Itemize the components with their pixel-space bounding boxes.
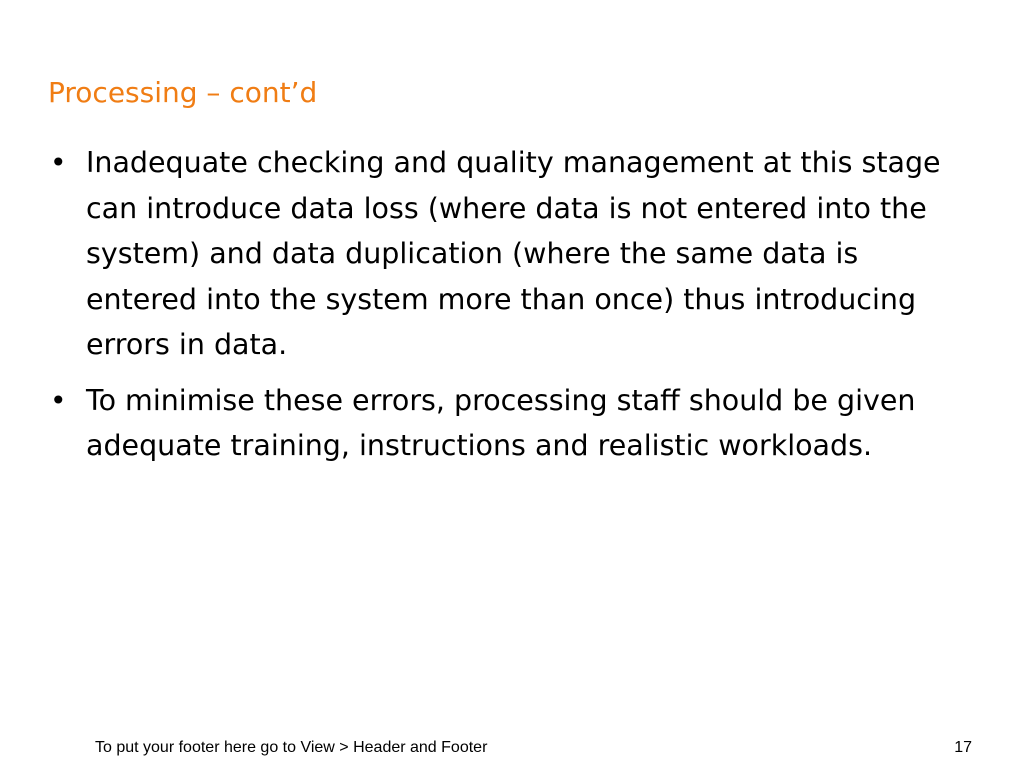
footer-text: To put your footer here go to View > Header and Footer: [95, 739, 488, 756]
bullet-dot-icon: •: [50, 146, 67, 179]
bullet-dot-icon: •: [50, 383, 67, 417]
slide-title: Processing – cont’d: [48, 76, 318, 109]
bullet-text: To minimise these errors, processing staff should be given adequate training, instructions and realistic workloads.: [86, 383, 916, 462]
slide-number: 17: [954, 739, 972, 756]
bullet-list: [50, 140, 960, 479]
bullet-item: [50, 378, 960, 469]
bullet-item: [50, 140, 960, 368]
bullet-text: Inadequate checking and quality management at this stage can introduce data loss (where data is not entered into the system) and data duplication (where the same data is entered into the system more than once) thus introducing errors in data.: [86, 146, 941, 361]
